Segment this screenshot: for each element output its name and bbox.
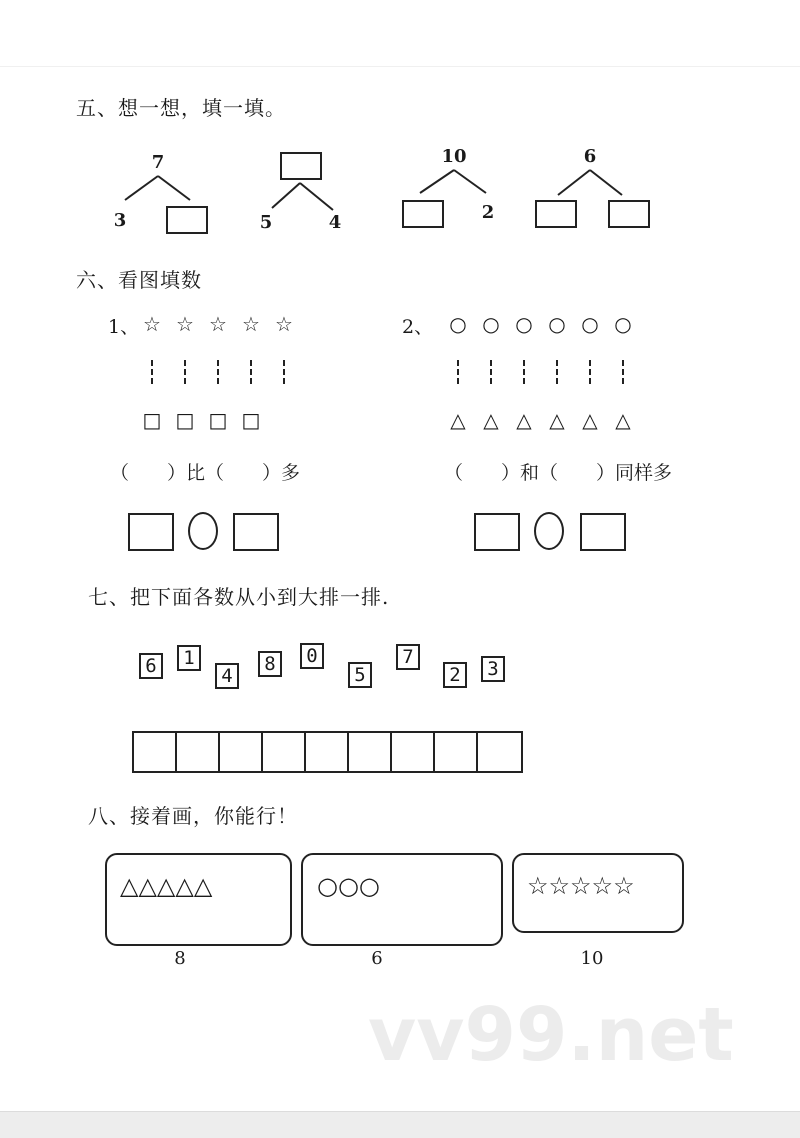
circle-symbol: ○	[449, 312, 467, 336]
pairing-dash	[574, 360, 606, 384]
problem2-number: 2、	[402, 316, 434, 338]
pairing-dash	[508, 360, 540, 384]
triangle-symbol: △	[516, 408, 532, 432]
answer-cell[interactable]	[263, 733, 306, 771]
answer-strip	[132, 731, 523, 773]
star-symbol: ☆	[242, 312, 260, 336]
pairing-dash	[268, 360, 300, 384]
triangle-symbol: △	[549, 408, 565, 432]
pairing-dash	[607, 360, 639, 384]
answer-cell[interactable]	[435, 733, 478, 771]
compare-box-right[interactable]	[233, 513, 279, 551]
problem1-number: 1、	[108, 316, 140, 338]
circle-symbol: ○	[515, 312, 533, 336]
answer-cell[interactable]	[134, 733, 177, 771]
pairing-dash	[475, 360, 507, 384]
square-symbol: □	[142, 408, 162, 432]
pairing-dash	[235, 360, 267, 384]
pairing-dash	[136, 360, 168, 384]
problem1-sentence: （ ）比（ ）多	[110, 462, 301, 484]
target-count-8: 8	[174, 948, 186, 969]
target-count-6: 6	[371, 948, 383, 969]
number-card: 2	[443, 662, 467, 688]
square-symbol: □	[175, 408, 195, 432]
triangle-symbol: △	[483, 408, 499, 432]
pairing-dash	[169, 360, 201, 384]
circle-symbol: ○	[614, 312, 632, 336]
star-shapes: ☆☆☆☆☆	[527, 872, 635, 900]
triangle-symbol: △	[615, 408, 631, 432]
section-8-title: 八、接着画，你能行！	[88, 804, 298, 828]
circle-symbol: ○	[548, 312, 566, 336]
tree2-left-number: 5	[259, 212, 273, 233]
pairing-dash	[541, 360, 573, 384]
number-card: 1	[177, 645, 201, 671]
tree2-right-number: 4	[328, 212, 342, 233]
tree1-blank-box[interactable]	[166, 206, 208, 234]
answer-cell[interactable]	[392, 733, 435, 771]
compare-circle[interactable]	[188, 512, 218, 550]
triangle-shapes: △△△△△	[120, 872, 213, 900]
equal-box-left[interactable]	[474, 513, 520, 551]
number-card: 5	[348, 662, 372, 688]
tree4-right-blank-box[interactable]	[608, 200, 650, 228]
section-5-title: 五、想一想，填一填。	[76, 96, 286, 120]
answer-cell[interactable]	[220, 733, 263, 771]
answer-cell[interactable]	[177, 733, 220, 771]
tree3-right-number: 2	[481, 202, 495, 223]
star-symbol: ☆	[143, 312, 161, 336]
answer-cell[interactable]	[306, 733, 349, 771]
number-card: 4	[215, 663, 239, 689]
number-card: 6	[139, 653, 163, 679]
page-bottom-bar	[0, 1111, 800, 1138]
pairing-dash	[202, 360, 234, 384]
section-7-title: 七、把下面各数从小到大排一排.	[88, 585, 390, 609]
triangle-symbol: △	[450, 408, 466, 432]
target-count-10: 10	[580, 948, 604, 969]
circle-symbol: ○	[581, 312, 599, 336]
number-card: 8	[258, 651, 282, 677]
number-bond-lines	[0, 0, 800, 300]
tree4-top-number: 6	[583, 146, 597, 167]
equal-circle[interactable]	[534, 512, 564, 550]
number-card: 3	[481, 656, 505, 682]
circle-shapes: ○○○	[317, 872, 380, 900]
section-6-title: 六、看图填数	[76, 268, 202, 292]
star-symbol: ☆	[176, 312, 194, 336]
circle-symbol: ○	[482, 312, 500, 336]
triangle-symbol: △	[582, 408, 598, 432]
star-symbol: ☆	[209, 312, 227, 336]
number-card: 0	[300, 643, 324, 669]
number-card: 7	[396, 644, 420, 670]
watermark: vv99.net	[368, 992, 734, 1078]
square-symbol: □	[208, 408, 228, 432]
tree1-left-number: 3	[113, 210, 127, 231]
star-symbol: ☆	[275, 312, 293, 336]
tree1-top-number: 7	[151, 152, 165, 173]
square-symbol: □	[241, 408, 261, 432]
pairing-dash	[442, 360, 474, 384]
tree2-blank-box[interactable]	[280, 152, 322, 180]
answer-cell[interactable]	[478, 733, 521, 771]
answer-cell[interactable]	[349, 733, 392, 771]
problem2-sentence: （ ）和（ ）同样多	[444, 462, 673, 484]
compare-box-left[interactable]	[128, 513, 174, 551]
tree3-blank-box[interactable]	[402, 200, 444, 228]
equal-box-right[interactable]	[580, 513, 626, 551]
tree4-left-blank-box[interactable]	[535, 200, 577, 228]
tree3-top-number: 10	[441, 146, 467, 167]
